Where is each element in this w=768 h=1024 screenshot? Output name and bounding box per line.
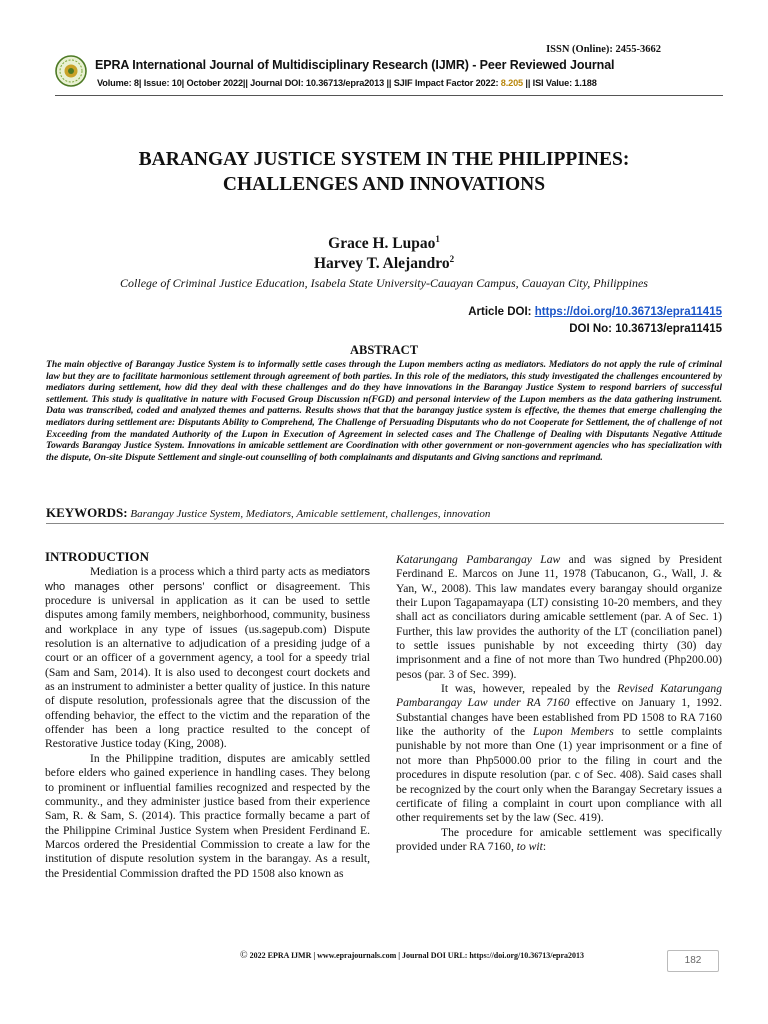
right-p1-italic-2: ) [544, 596, 549, 610]
header-divider [55, 95, 723, 96]
right-p3-b: : [542, 839, 547, 853]
right-p2-italic-2: Lupon Members [533, 725, 614, 739]
keywords-label: KEYWORDS: [46, 505, 128, 520]
doi-number: DOI No: 10.36713/epra11415 [569, 323, 722, 335]
right-p3-a: The procedure for amicable settlement was specifically provided under RA 7160, [396, 825, 722, 853]
right-p1-b: consisting 10-20 members, and they shall act as conciliators during amicable settlement (par. A of Sec. 1) Further, this law provides the authority of the LT (conciliation panel) to settle issues punishable by not exceeding thirty (30) day imprisonment and a fine of not more than Two hundred (Php200.00) pesos (par. 3 of Sec. 399). [396, 596, 722, 681]
footer [240, 950, 584, 961]
article-doi-link[interactable]: https://doi.org/10.36713/epra11415 [534, 306, 722, 318]
right-column [396, 553, 722, 854]
footer-text: 2022 EPRA IJMR | www.eprajournals.com | Journal DOI URL: https://doi.org/10.36713/epra2013 [247, 951, 585, 960]
affiliation: College of Criminal Justice Education, Isabela State University-Cauayan Campus, Cauayan City, Philippines [120, 276, 648, 290]
article-doi-label: Article DOI: [468, 306, 535, 318]
intro-paragraph-2: In the Philippine tradition, disputes are amicably settled before elders who gained experience in handling cases. They belong to prominent or influential families recognized and respected by the community., and they administer justice based from their experience Sam, R. & Sam, S. (2014). This practice formally became a part of the Philippine Criminal Justice System when President Ferdinand E. Marcos ordered the Presidential Commission to create a law for the institution of dispute resolution system in the barangay. As a result, the Presidential Commission drafted the PD 1508 also known as [45, 751, 370, 880]
copyright-icon: © [240, 950, 248, 961]
page-number: 182 [667, 950, 719, 972]
journal-name: EPRA International Journal of Multidisciplinary Research (IJMR) - Peer Reviewed Journal [95, 58, 615, 72]
journal-meta-prefix: Volume: 8| Issue: 10| October 2022|| Journal DOI: 10.36713/epra2013 || SJIF Impact Factor 2022: [97, 78, 501, 88]
keywords-list: Barangay Justice System, Mediators, Amicable settlement, challenges, innovation [127, 508, 491, 520]
right-paragraph-1 [396, 553, 722, 682]
intro-p1-b: mediators who manages other persons’ conflict or [45, 566, 370, 593]
keywords-divider [46, 523, 724, 524]
left-column [45, 550, 370, 881]
right-p2-italic: Revised Katarungang Pambarangay Law under RA 7160 [396, 682, 722, 710]
right-p2-c: to settle complaints punishable by not more than One (1) year imprisonment or a fine of not more than Php5000.00 prior to the filing in court and the procedures in dispute resolution (par. c of Sec. 408). Said cases shall be recognized by the court only when the Barangay Secretary issues a certificate of filing a complaint in court upon compliance with all other requirements set by the law (Sec. 419). [396, 725, 722, 825]
author-2-name: Harvey T. Alejandro [313, 255, 450, 273]
paper-title-line-1: BARANGAY JUSTICE SYSTEM IN THE PHILIPPINES: [138, 149, 630, 170]
intro-p1-a: Mediation is a process which a third party acts as [90, 565, 322, 579]
right-p3-italic: to wit [516, 839, 543, 853]
paper-title-line-2: CHALLENGES AND INNOVATIONS [222, 174, 546, 195]
right-p1-italic: Katarungang Pambarangay Law [396, 553, 561, 566]
impact-factor: 8.205 [500, 78, 524, 88]
author-2 [60, 254, 708, 273]
right-paragraph-2 [396, 682, 722, 825]
section-heading-introduction: INTRODUCTION [45, 549, 150, 564]
right-p1-a: and was signed by President Ferdinand E. Marcos on June 11, 1978 (Tabucanon, G., Wall, J. & Yan, W., 2008). This law mandates every barangay should organize their Lupon Tagapamayapa (LT [396, 553, 722, 610]
journal-meta-suffix: || ISI Value: 1.188 [523, 78, 597, 88]
abstract-heading: ABSTRACT [349, 343, 419, 357]
author-2-sup: 2 [449, 254, 455, 264]
right-paragraph-3 [396, 826, 722, 855]
author-1-name: Grace H. Lupao [328, 235, 436, 253]
author-1-sup: 1 [435, 234, 440, 244]
issn: ISSN (Online): 2455-3662 [546, 44, 661, 55]
intro-paragraph-1 [45, 565, 370, 751]
intro-p1-c: disagreement. This procedure is universal in application as it can be used to settle disputes among family members, neighborhood, community, business and workplace in any type of issues (us.sagepub.com) Dispute resolution is an alternative to adjudication of a presiding judge of a court or an officer of a government agency, a tool for a speedy trial (Sam and Sam, 2014). It is also used to decongest court dockets and as an instrument to administer a better quality of justice. In this nature of dispute resolution, professionals agree that the discussion of the offending behavior, the effect to the victim and the reparation of the offender has been a long practice resulted to the concept of Restorative Justice today (King, 2008). [45, 579, 370, 751]
author-1 [60, 234, 708, 253]
article-doi [468, 306, 722, 318]
paper-title [60, 147, 708, 197]
abstract-text: The main objective of Barangay Justice System is to informally settle cases through the Lupon members acting as mediators. Mediators do not apply the rule of criminal law but they are to facilitate harmonious settlement through agreement of both parties. In this role of the mediators, this study investigated the challenges encountered by mediators during settlement, how did they deal with these challenges and do they have innovations in the Barangay Justice System to respond barriers of successful settlement. This study is qualitative in nature with Focused Group Discussion n(FGD) and personal interview of the Lupon members as the data gathering instrument. Data was transcribed, coded and analyzed themes and patterns. Results shows that that the barangay justice system is effective, the themes that emerge challenging the mediators during settlement are: Disputants Ability to Comprehend, The Challenge of Persuading Disputants who do not Cooperate for Settlement, the of challenge of not Exceeding from the mandated Authority of the Lupon in Execution of Agreement in selected cases and The Challenge of Dealing with Disputants Negative Attitude Towards Barangay Justice System. Innovations in amicable settlement are Coordination with other government or non-government agencies who has specialization with the dispute, On-site Dispute Settlement and single-out counselling of both complainants and disputants and Giving sanctions and reprimand. [46, 359, 722, 463]
keywords [46, 505, 726, 521]
epra-seal-icon [55, 55, 87, 87]
journal-meta [97, 78, 597, 88]
right-p2-a: It was, however, repealed by the [441, 682, 618, 696]
right-p2-b: effective on January 1, 1992. Substantial changes have been established from PD 1508 to RA 7160 like the authority of the [396, 696, 722, 739]
